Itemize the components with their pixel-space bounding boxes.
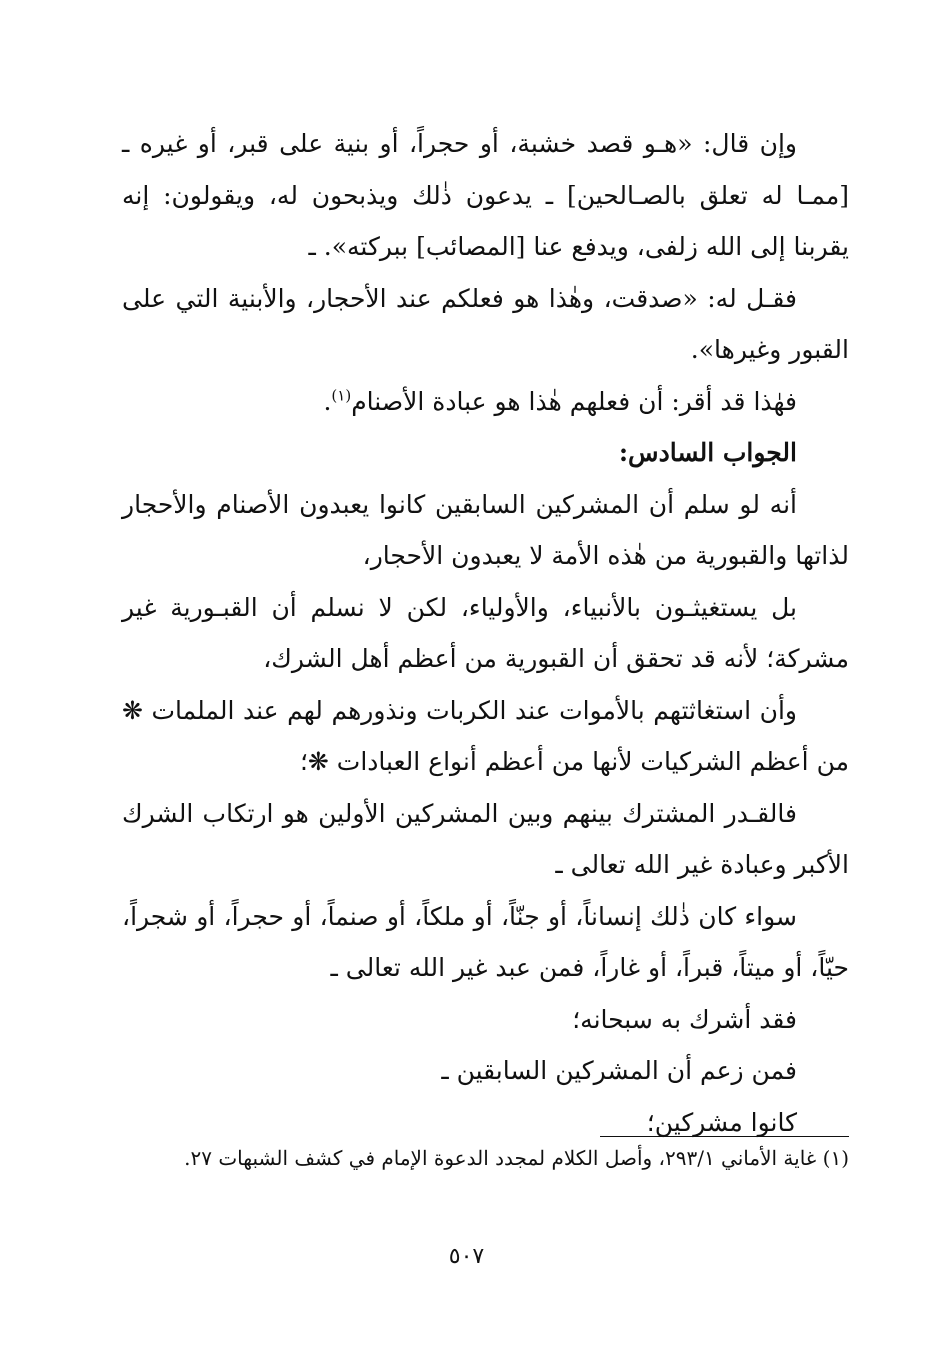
footnote-divider [600, 1136, 849, 1137]
paragraph: بل يستغيثـون بالأنبياء، والأولياء، لكن لا نسلم أن القبـورية غير مشركة؛ لأنه قد تحقق أن القبورية من أعظم أهل الشرك، [122, 592, 849, 673]
paragraph: فالقـدر المشترك بينهم وبين المشركين الأولين هو ارتكاب الشرك الأكبر وعبادة غير الله تعالى ـ [122, 798, 849, 879]
footnote-text: غاية الأماني ٢٩٣/١، وأصل الكلام لمجدد الدعوة الإمام في كشف الشبهات ٢٧. [184, 1146, 817, 1170]
paragraph [122, 376, 849, 428]
section-heading: الجواب السادس: [618, 438, 797, 467]
paragraph: وإن قال: «هـو قصد خشبة، أو حجراً، أو بنية على قبر، أو غيره ـ [ممـا له تعلق بالصـالحين] ـ يدعون ذٰلك ويذبحون له، ويقولون: إنه يقربنا إلى الله زلفى، ويدفع عنا [المصائب] ببركته». ـ [122, 129, 849, 261]
main-text [122, 118, 849, 1148]
paragraph: وأن استغاثتهم بالأموات عند الكربات ونذورهم لهم عند الملمات ❋ من أعظم الشركيات لأنها من أعظم أنواع العبادات ❋؛ [122, 695, 849, 776]
paragraph: فقـل له: «صدقت، وهٰذا هو فعلكم عند الأحجار، والأبنية التي على القبور وغيرها». [122, 283, 849, 364]
paragraph: كانوا مشركين؛ [646, 1107, 797, 1137]
paragraph: أنه لو سلم أن المشركين السابقين كانوا يعبدون الأصنام والأحجار لذاتها والقبورية من هٰذه الأمة لا يعبدون الأحجار، [122, 489, 849, 570]
paragraph: فقد أشرك به سبحانه؛ [572, 1004, 797, 1034]
paragraph-suffix: . [323, 386, 332, 416]
footnote [128, 1140, 849, 1176]
paragraph-text: فهٰذا قد أقر: أن فعلهم هٰذا هو عبادة الأصنام [351, 386, 797, 416]
footnote-entry [128, 1140, 849, 1176]
footnote-reference[interactable]: (١) [331, 386, 352, 405]
page-number: ٥٠٧ [448, 1244, 485, 1269]
paragraph: سواء كان ذٰلك إنساناً، أو جنّاً، أو ملكاً، أو صنماً، أو حجراً، أو شجراً، حيّاً، أو ميتاً، قبراً، أو غاراً، فمن عبد غير الله تعالى ـ [122, 901, 849, 982]
footnote-marker: (١) [822, 1146, 849, 1170]
paragraph: فمن زعم أن المشركين السابقين ـ [441, 1056, 797, 1085]
